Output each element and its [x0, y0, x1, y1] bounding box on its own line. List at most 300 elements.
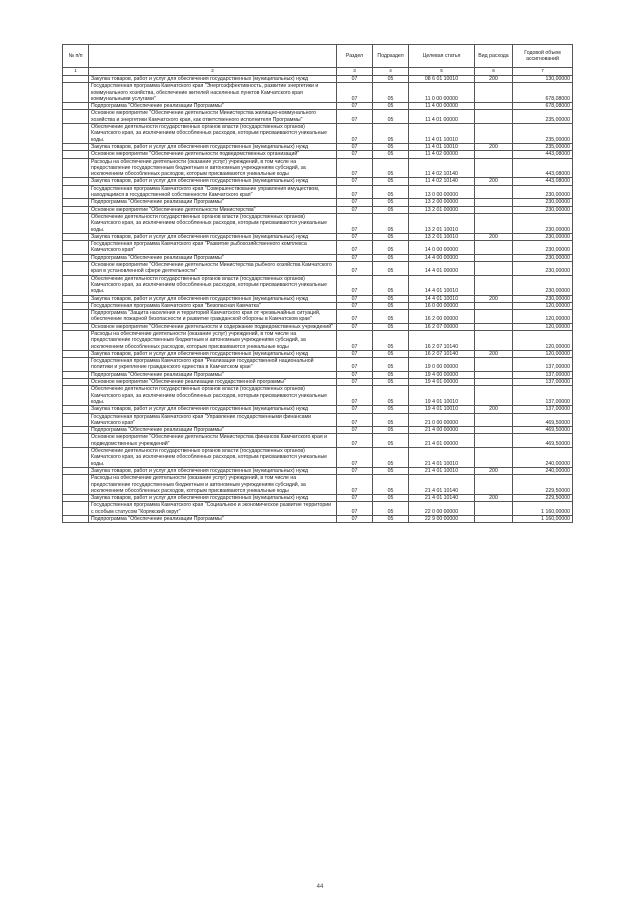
cell-article: 21 4 01 00000 — [409, 434, 475, 448]
cell-podrazdel: 05 — [373, 475, 409, 495]
column-number: 1 — [63, 68, 89, 76]
cell-razdel: 07 — [337, 124, 373, 144]
cell-article: 21 4 01 10140 — [409, 475, 475, 495]
cell-name: Подпрограмма "Обеспечение реализации Программы" — [89, 516, 337, 523]
cell-amount: 120,00000 — [513, 302, 573, 309]
cell-amount: 130,00000 — [513, 76, 573, 83]
header-razdel: Раздел — [337, 45, 373, 68]
cell-vid — [475, 213, 513, 233]
cell-name: Закупка товаров, работ и услуг для обеспечения государственных (муниципальных) нужд — [89, 406, 337, 413]
cell-razdel: 07 — [337, 350, 373, 357]
cell-podrazdel: 05 — [373, 516, 409, 523]
cell-podrazdel: 05 — [373, 379, 409, 386]
cell-name: Государственная программа Камчатского края "Управление государственными финансами Камчатского края" — [89, 413, 337, 427]
table-row — [63, 502, 573, 516]
cell-razdel: 07 — [337, 110, 373, 124]
cell-razdel: 07 — [337, 475, 373, 495]
cell-amount: 443,08000 — [513, 158, 573, 178]
cell-article: 13 0 00 00000 — [409, 185, 475, 199]
cell-article: 13 2 01 00000 — [409, 206, 475, 213]
cell-article: 11 4 01 00000 — [409, 110, 475, 124]
cell-vid — [475, 110, 513, 124]
header-name — [89, 45, 337, 68]
cell-article: 11 4 02 10140 — [409, 158, 475, 178]
cell-article: 16 2 07 10140 — [409, 350, 475, 357]
cell-num — [63, 330, 89, 350]
cell-num — [63, 178, 89, 185]
cell-vid: 200 — [475, 406, 513, 413]
cell-razdel: 07 — [337, 413, 373, 427]
cell-amount: 469,50000 — [513, 413, 573, 427]
table-row — [63, 358, 573, 372]
cell-name: Расходы на обеспечение деятельности (оказание услуг) учреждений, в том числе на предоставление государственным бюджетным и автономным учреждениям субсидий, за исключением обособленных расходов, которым присваиваются уникальные коды — [89, 475, 337, 495]
cell-num — [63, 233, 89, 240]
cell-amount: 120,00000 — [513, 323, 573, 330]
table-row — [63, 475, 573, 495]
table-row — [63, 467, 573, 474]
cell-article: 21 4 01 10140 — [409, 495, 475, 502]
cell-article: 21 4 00 00000 — [409, 427, 475, 434]
cell-amount: 137,00000 — [513, 358, 573, 372]
cell-amount: 230,00000 — [513, 233, 573, 240]
cell-vid — [475, 427, 513, 434]
table-row — [63, 448, 573, 468]
cell-vid — [475, 434, 513, 448]
cell-num — [63, 110, 89, 124]
cell-podrazdel: 05 — [373, 213, 409, 233]
cell-name: Государственная программа Камчатского края "Безопасная Камчатка" — [89, 302, 337, 309]
cell-amount: 469,50000 — [513, 427, 573, 434]
cell-podrazdel: 05 — [373, 151, 409, 158]
cell-podrazdel: 05 — [373, 295, 409, 302]
cell-vid — [475, 448, 513, 468]
cell-amount: 469,50000 — [513, 434, 573, 448]
cell-name: Основное мероприятие "Обеспечение деятельности и содержание подведомственных учреждений" — [89, 323, 337, 330]
cell-article: 13 2 00 00000 — [409, 199, 475, 206]
cell-razdel: 07 — [337, 178, 373, 185]
cell-name: Обеспечение деятельности государственных органов власти (государственных органов) Камчатского края, за исключением обособленных расходов, которым присваиваются уникальные коды. — [89, 386, 337, 406]
cell-amount: 235,00000 — [513, 110, 573, 124]
cell-article: 16 2 07 10140 — [409, 330, 475, 350]
cell-name: Закупка товаров, работ и услуг для обеспечения государственных (муниципальных) нужд — [89, 467, 337, 474]
cell-vid — [475, 275, 513, 295]
cell-article: 22 0 00 00000 — [409, 502, 475, 516]
table-row — [63, 516, 573, 523]
cell-vid — [475, 413, 513, 427]
table-row — [63, 379, 573, 386]
cell-podrazdel: 05 — [373, 495, 409, 502]
cell-amount: 1 160,00000 — [513, 502, 573, 516]
cell-amount: 235,00000 — [513, 143, 573, 150]
cell-amount: 230,00000 — [513, 262, 573, 276]
table-row — [63, 185, 573, 199]
cell-razdel: 07 — [337, 358, 373, 372]
cell-razdel: 07 — [337, 241, 373, 255]
table-row — [63, 350, 573, 357]
cell-amount: 240,00000 — [513, 467, 573, 474]
cell-name: Основное мероприятие "Обеспечение деятельности Министерства" — [89, 206, 337, 213]
cell-article: 19 4 01 10010 — [409, 386, 475, 406]
cell-name: Закупка товаров, работ и услуг для обеспечения государственных (муниципальных) нужд — [89, 350, 337, 357]
table-row — [63, 323, 573, 330]
cell-num — [63, 185, 89, 199]
cell-amount: 137,00000 — [513, 371, 573, 378]
cell-razdel: 07 — [337, 262, 373, 276]
table-row — [63, 178, 573, 185]
cell-amount: 230,00000 — [513, 295, 573, 302]
cell-podrazdel: 05 — [373, 178, 409, 185]
table-body — [63, 76, 573, 523]
cell-podrazdel: 05 — [373, 206, 409, 213]
cell-name: Подпрограмма "Обеспечение реализации Программы" — [89, 427, 337, 434]
cell-razdel: 07 — [337, 254, 373, 261]
cell-amount: 137,00000 — [513, 386, 573, 406]
budget-document — [62, 44, 572, 523]
cell-podrazdel: 05 — [373, 371, 409, 378]
cell-name: Обеспечение деятельности государственных органов власти (государственных органов) Камчатского края, за исключением обособленных расходов, которым присваиваются уникальные коды. — [89, 448, 337, 468]
budget-table — [62, 44, 573, 523]
cell-razdel: 07 — [337, 427, 373, 434]
cell-vid — [475, 241, 513, 255]
column-numbers-row — [63, 68, 573, 76]
cell-vid: 200 — [475, 76, 513, 83]
cell-razdel: 07 — [337, 76, 373, 83]
cell-vid — [475, 516, 513, 523]
cell-razdel: 07 — [337, 502, 373, 516]
table-row — [63, 151, 573, 158]
cell-article: 14 4 00 00000 — [409, 254, 475, 261]
cell-podrazdel: 05 — [373, 76, 409, 83]
cell-amount: 230,00000 — [513, 254, 573, 261]
cell-name: Закупка товаров, работ и услуг для обеспечения государственных (муниципальных) нужд — [89, 495, 337, 502]
cell-article: 13 2 01 10010 — [409, 233, 475, 240]
cell-article: 16 2 07 00000 — [409, 323, 475, 330]
cell-podrazdel: 05 — [373, 310, 409, 324]
cell-num — [63, 206, 89, 213]
cell-num — [63, 124, 89, 144]
cell-name: Закупка товаров, работ и услуг для обеспечения государственных (муниципальных) нужд — [89, 76, 337, 83]
cell-podrazdel: 05 — [373, 262, 409, 276]
cell-num — [63, 76, 89, 83]
cell-podrazdel: 05 — [373, 467, 409, 474]
cell-podrazdel: 05 — [373, 502, 409, 516]
cell-num — [63, 448, 89, 468]
cell-name: Подпрограмма "Обеспечение реализации Программы" — [89, 103, 337, 110]
cell-vid — [475, 103, 513, 110]
column-number: 3 — [337, 68, 373, 76]
cell-vid — [475, 254, 513, 261]
cell-razdel: 07 — [337, 302, 373, 309]
cell-amount: 229,50000 — [513, 475, 573, 495]
cell-name: Закупка товаров, работ и услуг для обеспечения государственных (муниципальных) нужд — [89, 233, 337, 240]
cell-podrazdel: 05 — [373, 302, 409, 309]
cell-num — [63, 199, 89, 206]
cell-num — [63, 502, 89, 516]
cell-num — [63, 386, 89, 406]
cell-name: Подпрограмма "Защита населения и территорий Камчатского края от чрезвычайных ситуаций, обеспечение пожарной безопасности и развитие гражданской обороны в Камчатском крае" — [89, 310, 337, 324]
cell-vid — [475, 475, 513, 495]
cell-vid — [475, 302, 513, 309]
table-row — [63, 158, 573, 178]
cell-num — [63, 475, 89, 495]
cell-razdel: 07 — [337, 406, 373, 413]
cell-vid — [475, 379, 513, 386]
cell-podrazdel: 05 — [373, 350, 409, 357]
cell-podrazdel: 05 — [373, 358, 409, 372]
table-row — [63, 143, 573, 150]
cell-vid — [475, 206, 513, 213]
column-number: 2 — [89, 68, 337, 76]
cell-name: Подпрограмма "Обеспечение реализации Программы" — [89, 371, 337, 378]
cell-podrazdel: 05 — [373, 110, 409, 124]
cell-podrazdel: 05 — [373, 185, 409, 199]
cell-name: Основное мероприятие "Обеспечение деятельности Министерства финансов Камчатского края и подведомственных учреждений" — [89, 434, 337, 448]
header-podrazdel: Подраздел — [373, 45, 409, 68]
column-number: 7 — [513, 68, 573, 76]
cell-razdel: 07 — [337, 158, 373, 178]
cell-razdel: 07 — [337, 448, 373, 468]
cell-amount: 678,08000 — [513, 83, 573, 103]
cell-name: Обеспечение деятельности государственных органов власти (государственных органов) Камчатского края, за исключением обособленных расходов, которым присваиваются уникальные коды. — [89, 124, 337, 144]
cell-razdel: 07 — [337, 295, 373, 302]
cell-article: 14 4 01 00000 — [409, 262, 475, 276]
table-row — [63, 406, 573, 413]
cell-razdel: 07 — [337, 103, 373, 110]
cell-num — [63, 406, 89, 413]
cell-name: Государственная программа Камчатского края "Энергоэффективность, развитие энергетики и коммунального хозяйства, обеспечение жителей населенных пунктов Камчатского края коммунальными услугами" — [89, 83, 337, 103]
cell-num — [63, 295, 89, 302]
cell-amount: 235,00000 — [513, 124, 573, 144]
cell-vid: 200 — [475, 143, 513, 150]
cell-article: 19 4 01 00000 — [409, 379, 475, 386]
cell-razdel: 07 — [337, 151, 373, 158]
table-row — [63, 275, 573, 295]
cell-amount: 230,00000 — [513, 241, 573, 255]
cell-podrazdel: 05 — [373, 427, 409, 434]
cell-num — [63, 467, 89, 474]
table-row — [63, 110, 573, 124]
cell-num — [63, 427, 89, 434]
cell-razdel: 07 — [337, 379, 373, 386]
header-vid: Вид расхода — [475, 45, 513, 68]
cell-vid — [475, 199, 513, 206]
cell-article: 14 4 01 10010 — [409, 275, 475, 295]
cell-amount: 120,00000 — [513, 310, 573, 324]
cell-podrazdel: 05 — [373, 254, 409, 261]
cell-vid — [475, 323, 513, 330]
cell-name: Основное мероприятие "Обеспечение деятельности Министерства жилищно-коммунального хозяйства и энергетики Камчатского края, как ответственного исполнителя Программы" — [89, 110, 337, 124]
cell-razdel: 07 — [337, 386, 373, 406]
table-row — [63, 254, 573, 261]
cell-article: 14 4 01 10010 — [409, 295, 475, 302]
cell-vid: 200 — [475, 350, 513, 357]
cell-vid — [475, 158, 513, 178]
cell-amount: 120,00000 — [513, 350, 573, 357]
cell-razdel: 07 — [337, 516, 373, 523]
cell-podrazdel: 05 — [373, 434, 409, 448]
cell-article: 19 4 01 10010 — [409, 406, 475, 413]
cell-name: Расходы на обеспечение деятельности (оказание услуг) учреждений, в том числе на предоставление государственным бюджетным и автономным учреждениям субсидий, за исключением обособленных расходов, которым присваиваются уникальные коды — [89, 158, 337, 178]
cell-amount: 120,00000 — [513, 330, 573, 350]
cell-article: 11 4 01 10010 — [409, 143, 475, 150]
cell-article: 11 4 02 00000 — [409, 151, 475, 158]
table-row — [63, 330, 573, 350]
page-number: 44 — [316, 884, 324, 890]
cell-name: Основное мероприятие "Обеспечение деятельности подведомственных организаций" — [89, 151, 337, 158]
header-num: № п/п — [63, 45, 89, 68]
table-row — [63, 295, 573, 302]
cell-num — [63, 350, 89, 357]
cell-amount: 229,50000 — [513, 495, 573, 502]
table-row — [63, 199, 573, 206]
cell-name: Расходы на обеспечение деятельности (оказание услуг) учреждений, в том числе на предоставление государственным бюджетным и автономным учреждениям субсидий, за исключением обособленных расходов, которым присваиваются уникальные коды — [89, 330, 337, 350]
cell-razdel: 07 — [337, 83, 373, 103]
cell-podrazdel: 05 — [373, 103, 409, 110]
cell-vid — [475, 124, 513, 144]
cell-amount: 1 160,00000 — [513, 516, 573, 523]
cell-num — [63, 358, 89, 372]
cell-num — [63, 275, 89, 295]
cell-podrazdel: 05 — [373, 448, 409, 468]
table-row — [63, 241, 573, 255]
cell-razdel: 07 — [337, 213, 373, 233]
cell-razdel: 07 — [337, 310, 373, 324]
table-row — [63, 413, 573, 427]
cell-article: 16 2 00 00000 — [409, 310, 475, 324]
cell-num — [63, 302, 89, 309]
cell-name: Обеспечение деятельности государственных органов власти (государственных органов) Камчатского края, за исключением обособленных расходов, которым присваиваются уникальные коды. — [89, 213, 337, 233]
cell-num — [63, 495, 89, 502]
table-row — [63, 213, 573, 233]
cell-article: 22 9 00 00000 — [409, 516, 475, 523]
cell-podrazdel: 05 — [373, 413, 409, 427]
cell-podrazdel: 05 — [373, 330, 409, 350]
cell-article: 11 0 00 00000 — [409, 83, 475, 103]
cell-amount: 230,00000 — [513, 185, 573, 199]
cell-name: Государственная программа Камчатского края "Социальное и экономическое развитие территории с особым статусом "Корякский округ" — [89, 502, 337, 516]
cell-name: Подпрограмма "Обеспечение реализации Программы" — [89, 199, 337, 206]
cell-num — [63, 310, 89, 324]
cell-name: Закупка товаров, работ и услуг для обеспечения государственных (муниципальных) нужд — [89, 295, 337, 302]
cell-num — [63, 241, 89, 255]
cell-article: 21 4 01 10010 — [409, 467, 475, 474]
cell-vid: 200 — [475, 467, 513, 474]
cell-amount: 240,00000 — [513, 448, 573, 468]
cell-num — [63, 103, 89, 110]
cell-razdel: 07 — [337, 143, 373, 150]
cell-article: 11 4 00 00000 — [409, 103, 475, 110]
header-amount: Годовой объем ассигнований — [513, 45, 573, 68]
cell-article: 19 4 00 00000 — [409, 371, 475, 378]
cell-num — [63, 379, 89, 386]
cell-vid: 200 — [475, 495, 513, 502]
column-number: 4 — [373, 68, 409, 76]
cell-amount: 137,00000 — [513, 406, 573, 413]
cell-vid — [475, 262, 513, 276]
cell-article: 11 4 01 10010 — [409, 124, 475, 144]
cell-name: Основное мероприятие "Обеспечение реализации государственной программы" — [89, 379, 337, 386]
cell-name: Основное мероприятие "Обеспечение деятельности Министерства рыбного хозяйства Камчатского края в установленной сфере деятельности" — [89, 262, 337, 276]
cell-podrazdel: 05 — [373, 124, 409, 144]
cell-amount: 443,08000 — [513, 178, 573, 185]
table-row — [63, 371, 573, 378]
cell-vid — [475, 330, 513, 350]
cell-name: Подпрограмма "Обеспечение реализации Программы" — [89, 254, 337, 261]
cell-amount: 678,08000 — [513, 103, 573, 110]
cell-num — [63, 151, 89, 158]
cell-article: 11 4 02 10140 — [409, 178, 475, 185]
cell-num — [63, 413, 89, 427]
cell-num — [63, 83, 89, 103]
table-row — [63, 262, 573, 276]
cell-num — [63, 254, 89, 261]
cell-amount: 230,00000 — [513, 275, 573, 295]
cell-vid: 200 — [475, 233, 513, 240]
table-row — [63, 495, 573, 502]
cell-vid: 200 — [475, 295, 513, 302]
cell-podrazdel: 05 — [373, 143, 409, 150]
cell-podrazdel: 05 — [373, 83, 409, 103]
cell-podrazdel: 05 — [373, 233, 409, 240]
table-row — [63, 83, 573, 103]
cell-razdel: 07 — [337, 185, 373, 199]
cell-num — [63, 516, 89, 523]
cell-vid — [475, 151, 513, 158]
table-row — [63, 206, 573, 213]
cell-name: Закупка товаров, работ и услуг для обеспечения государственных (муниципальных) нужд — [89, 178, 337, 185]
cell-name: Государственная программа Камчатского края "Реализация государственной национальной политики и укрепление гражданского единства в Камчатском крае" — [89, 358, 337, 372]
cell-amount: 230,00000 — [513, 199, 573, 206]
cell-razdel: 07 — [337, 206, 373, 213]
cell-num — [63, 158, 89, 178]
cell-amount: 137,00000 — [513, 379, 573, 386]
cell-name: Государственная программа Камчатского края "Совершенствование управления имуществом, находящимся в государственной собственности Камчатского края" — [89, 185, 337, 199]
table-row — [63, 434, 573, 448]
cell-razdel: 07 — [337, 371, 373, 378]
table-row — [63, 124, 573, 144]
cell-vid — [475, 371, 513, 378]
cell-razdel: 07 — [337, 434, 373, 448]
cell-article: 14 0 00 00000 — [409, 241, 475, 255]
cell-podrazdel: 05 — [373, 199, 409, 206]
cell-article: 16 0 00 00000 — [409, 302, 475, 309]
cell-razdel: 07 — [337, 199, 373, 206]
cell-podrazdel: 05 — [373, 158, 409, 178]
cell-razdel: 07 — [337, 323, 373, 330]
cell-article: 19 0 00 00000 — [409, 358, 475, 372]
cell-num — [63, 434, 89, 448]
cell-razdel: 07 — [337, 495, 373, 502]
table-row — [63, 103, 573, 110]
table-row — [63, 386, 573, 406]
cell-amount: 230,00000 — [513, 206, 573, 213]
cell-vid — [475, 358, 513, 372]
cell-num — [63, 143, 89, 150]
cell-vid — [475, 83, 513, 103]
cell-podrazdel: 05 — [373, 323, 409, 330]
cell-vid — [475, 386, 513, 406]
cell-razdel: 07 — [337, 233, 373, 240]
table-row — [63, 310, 573, 324]
cell-podrazdel: 05 — [373, 275, 409, 295]
cell-podrazdel: 05 — [373, 406, 409, 413]
cell-article: 21 4 01 10010 — [409, 448, 475, 468]
cell-podrazdel: 05 — [373, 386, 409, 406]
table-row — [63, 302, 573, 309]
cell-num — [63, 323, 89, 330]
header-article: Целевая статья — [409, 45, 475, 68]
cell-vid — [475, 502, 513, 516]
